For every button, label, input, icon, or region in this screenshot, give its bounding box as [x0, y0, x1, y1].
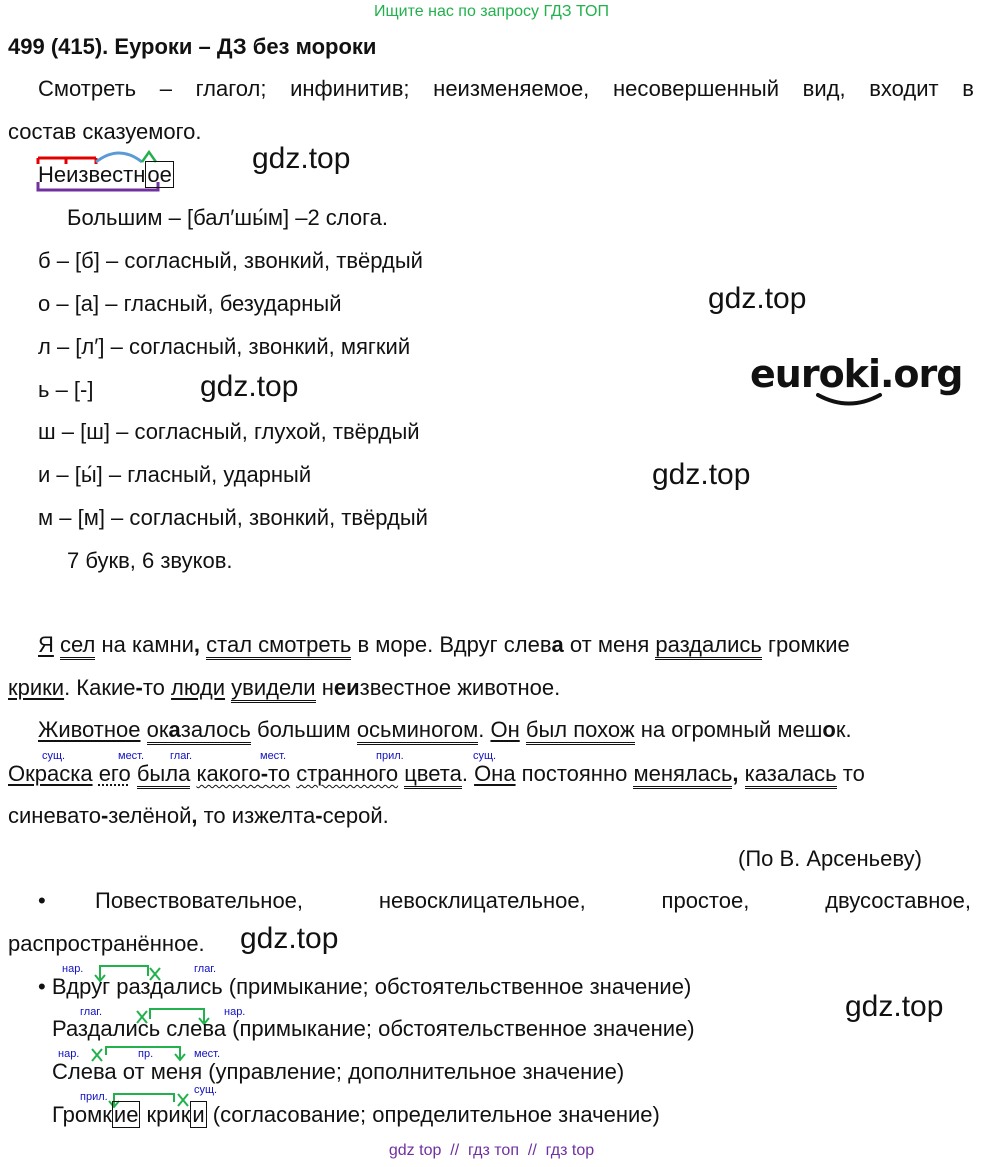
predicate-word: цвета [404, 761, 462, 789]
subject-word: Я [38, 632, 54, 657]
predicate-word: осьминогом [357, 717, 478, 745]
highlight-letter: еи [333, 675, 360, 700]
watermark-text: gdz.top [652, 458, 751, 491]
plain-text: . [461, 761, 475, 786]
logo-smile [814, 392, 884, 408]
predicate-word: раздались [655, 632, 762, 660]
subject-word: Животное [38, 717, 141, 742]
logo-text: euroki.org [750, 352, 963, 396]
pos-label: глаг. [80, 1006, 103, 1018]
euroki-logo [750, 352, 962, 396]
word: Смотреть [38, 76, 137, 101]
hyphen-mark: - [100, 803, 109, 828]
morpheme-stem: Неизвестн [38, 162, 146, 187]
root-arc [96, 153, 142, 162]
phonetic-row: б – [б] – согласный, звонкий, твёрдый [38, 248, 423, 273]
pos-label: глаг. [194, 963, 217, 975]
word: инфинитив; [290, 76, 410, 101]
pos-label: мест. [260, 750, 287, 762]
word: входит [869, 76, 939, 101]
plain-text: на камни [95, 632, 194, 657]
comma-mark: , [732, 761, 739, 786]
comma-mark: , [193, 632, 201, 657]
source-attribution: (По В. Арсеньеву) [738, 846, 922, 871]
plain-text: в море. Вдруг слев [351, 632, 552, 657]
plain-text: зелёной [108, 803, 192, 828]
word: в [962, 76, 974, 101]
phrase-line: • Вдруг раздались (примыкание; обстоятельственное значение) [38, 974, 692, 999]
pos-label: прил. [80, 1091, 108, 1103]
text-line-2 [8, 675, 560, 701]
pos-label: сущ. [194, 1084, 218, 1096]
phonetic-title: Большим – [бал′шы́м] –2 слога. [67, 205, 389, 230]
subject-word: Окраска [8, 761, 93, 786]
plain-text: к. [835, 717, 852, 742]
predicate-word: стал смотреть [206, 632, 351, 660]
characteristic: невосклицательное, [378, 888, 586, 913]
watermark-text: gdz.top [200, 370, 299, 403]
predicate-word: был похож [526, 717, 635, 745]
watermark-text: gdz.top [240, 922, 339, 955]
morpheme-ending: ое [147, 162, 172, 187]
hyphen-mark: - [135, 675, 143, 700]
plain-text: от меня [563, 632, 656, 657]
characteristic: Повествовательное, [95, 888, 304, 913]
subject-word: крики [8, 675, 65, 700]
pos-label: мест. [194, 1048, 221, 1060]
plain-text: серой. [322, 803, 389, 828]
subject-word: Он [490, 717, 520, 742]
pos-label: прил. [376, 750, 404, 762]
plain-text: звестное животное. [359, 675, 561, 700]
phrase-comment: (согласование; определительное значение) [206, 1102, 660, 1127]
word: – [159, 76, 172, 101]
pos-label: мест. [118, 750, 145, 762]
predicate-word: увидели [231, 675, 315, 703]
pos-label: сущ. [473, 750, 497, 762]
subject-word: Она [474, 761, 516, 786]
plain-text: . [478, 717, 491, 742]
comma-mark: , [191, 803, 198, 828]
morpheme-word [38, 162, 174, 188]
text-line-3 [38, 717, 852, 743]
predicate-word: сел [60, 632, 95, 660]
pos-label: нар. [62, 963, 84, 975]
plain-text: на огромный меш [634, 717, 823, 742]
pos-label: глаг. [170, 750, 193, 762]
definition-word: странного [296, 761, 399, 786]
pos-label: пр. [138, 1048, 154, 1060]
plain-text: . Какие [64, 675, 136, 700]
definition-word: его [98, 761, 131, 786]
highlight-letter: о [822, 717, 836, 742]
pos-label: нар. [224, 1006, 246, 1018]
highlight-letter: а [551, 632, 564, 657]
word: глагол; [195, 76, 267, 101]
phrase-line: Раздались слева (примыкание; обстоятельственное значение) [52, 1016, 695, 1041]
definition-word: какого-то [196, 761, 291, 786]
predicate-word: была [137, 761, 191, 789]
pos-label: сущ. [42, 750, 66, 762]
phonetic-summary: 7 букв, 6 звуков. [67, 548, 233, 573]
plain-text: большим [250, 717, 357, 742]
paragraph-verb-analysis-line2: состав сказуемого. [8, 119, 202, 144]
bullet-marker: • [38, 888, 46, 913]
plain-text: громкие [761, 632, 850, 657]
watermark-text: gdz.top [845, 990, 944, 1023]
sentence-characteristics-line2: распространённое. [8, 931, 205, 956]
phrase-line: Слева от меня (управление; дополнительное значение) [52, 1059, 625, 1084]
phonetic-row: и – [ы́] – гласный, ударный [38, 462, 312, 487]
predicate-word: оказалось [147, 717, 251, 745]
paragraph-verb-analysis-line1 [38, 76, 974, 102]
characteristic: двусоставное, [825, 888, 971, 913]
phrase-word: крик [140, 1102, 191, 1127]
phrase-line [52, 1102, 660, 1128]
plain-text: то [836, 761, 865, 786]
footer-watermark: gdz top // гдз топ // гдз top [388, 1142, 595, 1159]
ending-box: и [192, 1102, 205, 1127]
plain-text: синевато [8, 803, 101, 828]
word: неизменяемое, [433, 76, 590, 101]
pos-label: нар. [58, 1048, 80, 1060]
word: несовершенный [612, 76, 780, 101]
text-line-5 [8, 803, 389, 829]
phonetic-row: о – [а] – гласный, безударный [38, 291, 342, 316]
ending-box: ие [113, 1102, 139, 1127]
phonetic-row: л – [л′] – согласный, звонкий, мягкий [38, 334, 411, 359]
phonetic-row: ь – [-] [38, 377, 94, 402]
watermark-text: gdz.top [252, 142, 351, 175]
plain-text: постоянно [515, 761, 634, 786]
plain-text: н [315, 675, 334, 700]
plain-text: то изжелта [197, 803, 316, 828]
sentence-characteristics [95, 888, 971, 914]
phonetic-row: ш – [ш] – согласный, глухой, твёрдый [38, 419, 420, 444]
text-line-1 [38, 632, 850, 658]
characteristic: простое, [661, 888, 750, 913]
predicate-word: казалась [745, 761, 837, 789]
watermark-text: gdz.top [708, 282, 807, 315]
exercise-header: 499 (415). Еуроки – ДЗ без мороки [8, 34, 377, 59]
predicate-word: менялась [633, 761, 732, 789]
plain-text: то [142, 675, 172, 700]
text-line-4 [8, 761, 865, 787]
phonetic-row: м – [м] – согласный, звонкий, твёрдый [38, 505, 428, 530]
word: вид, [802, 76, 846, 101]
phrase-word: Громк [52, 1102, 112, 1127]
hyphen-mark: - [315, 803, 323, 828]
subject-word: люди [171, 675, 226, 700]
top-banner: Ищите нас по запросу ГДЗ ТОП [374, 3, 609, 20]
